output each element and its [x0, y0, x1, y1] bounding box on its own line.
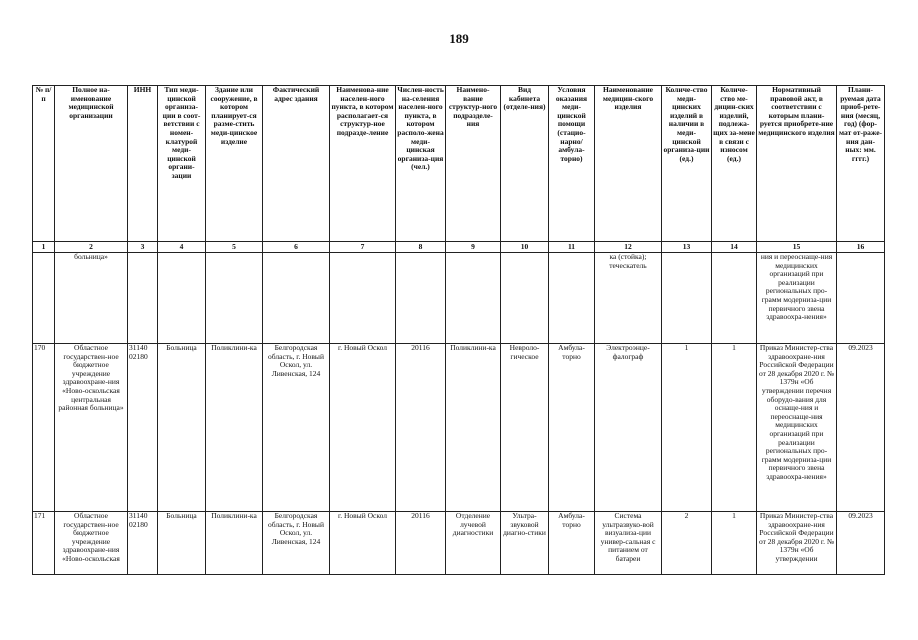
unit-cell: Отделение лучевой диагностики [446, 512, 501, 575]
header-cell: Наименова-ние населен-ного пункта, в котором располагает-ся структур-ное подразде-ление [330, 86, 396, 242]
row-number-cell: 170 [33, 344, 55, 512]
column-number: 8 [396, 242, 446, 253]
column-number: 7 [330, 242, 396, 253]
header-cell: Плани-руемая дата приоб-рете-ния (месяц, год) (фор-мат от-раже-ния дан-ных: мм. гггг.) [837, 86, 885, 242]
column-number: 3 [128, 242, 158, 253]
locality-cell: г. Новый Оскол [330, 344, 396, 512]
org-type-cell: Больница [158, 344, 206, 512]
cabinet-cell: Ультра-звуковой диагно-стики [501, 512, 549, 575]
org-name-cell: Областное государствен-ное бюджетное учреждение здравоохране-ния «Ново-оскольская центральная районная больница» [55, 344, 128, 512]
header-cell: Наимено-вание структур-ного подразделе-ния [446, 86, 501, 242]
qty-replace-cell: 1 [712, 344, 757, 512]
header-cell: № п/п [33, 86, 55, 242]
equipment-table [32, 85, 885, 575]
column-number: 5 [206, 242, 263, 253]
inn-cell: 31140 02180 [128, 512, 158, 575]
population-cell: 20116 [396, 512, 446, 575]
building-cell: Поликлини-ка [206, 512, 263, 575]
header-cell: ИНН [128, 86, 158, 242]
column-number: 6 [263, 242, 330, 253]
header-cell: Количе-ство меди-цинских изделий в наличии в меди-цинской организа-ции (ед.) [662, 86, 712, 242]
conditions-cell: Амбула-торно [549, 512, 595, 575]
column-number: 12 [595, 242, 662, 253]
date-cell: 09.2023 [837, 512, 885, 575]
header-cell: Полное на-именование медицинской организации [55, 86, 128, 242]
table-row [33, 344, 885, 512]
header-cell: Количе-ство ме-дицин-ских изделий, подлежа-щих за-мене в связи с износом (ед.) [712, 86, 757, 242]
page-number: 189 [449, 31, 469, 46]
address-cell: Белгородская область, г. Новый Оскол, ул. Ливенская, 124 [263, 344, 330, 512]
column-number: 14 [712, 242, 757, 253]
header-cell: Фактический адрес здания [263, 86, 330, 242]
legal-act-cell: ния и переоснаще-ния медицинских организаций при реализации региональных про-грамм модерниза-ции первичного звена здравоохра-нения» [757, 253, 837, 344]
column-number: 11 [549, 242, 595, 253]
table-row-continuation [33, 253, 885, 344]
address-cell: Белгородская область, г. Новый Оскол, ул. Ливенская, 124 [263, 512, 330, 575]
header-cell: Нормативный правовой акт, в соответствии с которым плани-руется приобрете-ние медицинского изделия [757, 86, 837, 242]
column-number: 10 [501, 242, 549, 253]
qty-replace-cell: 1 [712, 512, 757, 575]
inn-cell: 31140 02180 [128, 344, 158, 512]
building-cell: Поликлини-ка [206, 344, 263, 512]
header-cell: Условия оказания меди-цинской помощи (стацио-нарно/ амбула-торно) [549, 86, 595, 242]
header-cell: Числен-ность на-селения населен-ного пункта, в котором располо-жена меди-цинская организа-ция (чел.) [396, 86, 446, 242]
column-number: 16 [837, 242, 885, 253]
population-cell: 20116 [396, 344, 446, 512]
cabinet-cell: Невроло-гическое [501, 344, 549, 512]
column-number: 9 [446, 242, 501, 253]
column-number: 1 [33, 242, 55, 253]
qty-available-cell: 2 [662, 512, 712, 575]
header-cell: Здание или сооружение, в котором планирует-ся разме-стить меди-цинское изделие [206, 86, 263, 242]
device-cell: Система ультразвуко-вой визуализа-ции универ-сальная с питанием от батареи [595, 512, 662, 575]
header-cell: Наименование медицин-ского изделия [595, 86, 662, 242]
header-cell: Тип меди-цинской организа-ции в соот-ветствии с номен-клатурой меди-цинской органи-зации [158, 86, 206, 242]
legal-act-cell: Приказ Министер-ства здравоохране-ния Российской Федерации от 28 декабря 2020 г. № 1379н «Об утверждении [757, 512, 837, 575]
column-number: 13 [662, 242, 712, 253]
header-row [33, 86, 885, 242]
device-cell: ка (стойка); теческатель [595, 253, 662, 344]
column-number: 4 [158, 242, 206, 253]
legal-act-cell: Приказ Министер-ства здравоохране-ния Российской Федерации от 28 декабря 2020 г. № 1379н «Об утверждении перечня оборудо-вания для оснаще-ния и переоснаще-ния медицинских организаций при реализации региональных про-грамм модерниза-ции первичного звена здравоохра-нения» [757, 344, 837, 512]
column-number: 2 [55, 242, 128, 253]
org-name-cell: больница» [55, 253, 128, 344]
unit-cell: Поликлини-ка [446, 344, 501, 512]
row-number-cell: 171 [33, 512, 55, 575]
org-type-cell: Больница [158, 512, 206, 575]
org-name-cell: Областное государствен-ное бюджетное учреждение здравоохране-ния «Ново-оскольская [55, 512, 128, 575]
column-number-row [33, 242, 885, 253]
column-number: 15 [757, 242, 837, 253]
conditions-cell: Амбула-торно [549, 344, 595, 512]
locality-cell: г. Новый Оскол [330, 512, 396, 575]
header-cell: Вид кабинета (отделе-ния) [501, 86, 549, 242]
table-row [33, 512, 885, 575]
qty-available-cell: 1 [662, 344, 712, 512]
date-cell: 09.2023 [837, 344, 885, 512]
device-cell: Электроэнце-фалограф [595, 344, 662, 512]
